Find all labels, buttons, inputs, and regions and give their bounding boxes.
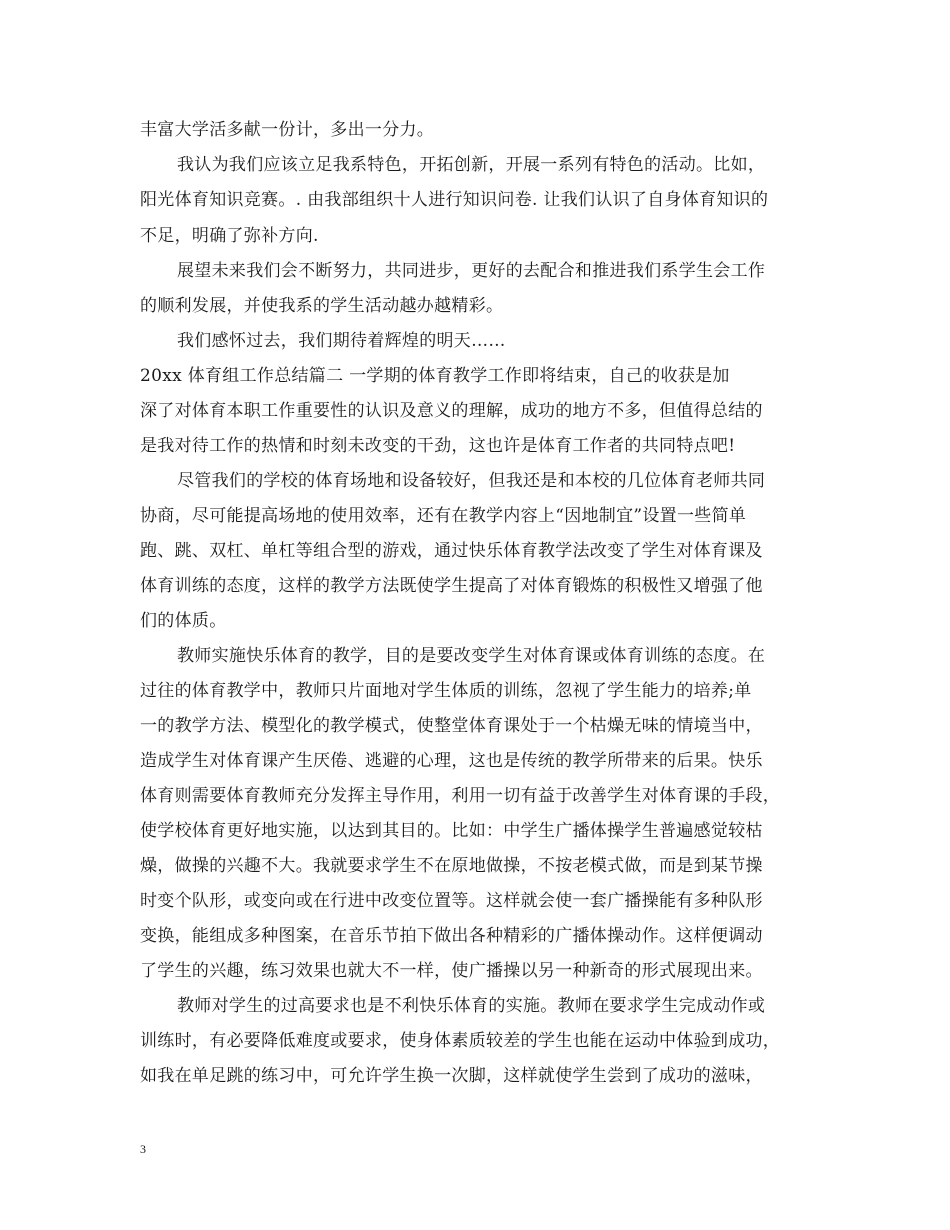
text-line: 变换，能组成多种图案，在音乐节拍下做出各种精彩的广播体操动作。这样便调动 — [140, 926, 763, 946]
text-line: 造成学生对体育课产生厌倦、逃避的心理，这也是传统的教学所带来的后果。快乐 — [140, 751, 763, 771]
text-line: 跑、跳、双杠、单杠等组合型的游戏，通过快乐体育教学法改变了学生对体育课及 — [140, 541, 763, 561]
text-line: 阳光体育知识竞赛。. 由我部组织十人进行知识问卷. 让我们认识了自身体育知识的 — [140, 190, 769, 210]
text-line: 协商，尽可能提高场地的使用效率，还有在教学内容上“因地制宜”设置一些简单 — [140, 506, 747, 526]
text-line: 展望未来我们会不断努力，共同进步，更好的去配合和推进我们系学生会工作 — [177, 261, 766, 281]
text-line: 教师对学生的过高要求也是不利快乐体育的实施。教师在要求学生完成动作或 — [177, 996, 766, 1016]
text-line: 尽管我们的学校的体育场地和设备较好，但我还是和本校的几位体育老师共同 — [177, 471, 766, 491]
text-line: 过往的体育教学中，教师只片面地对学生体质的训练，忽视了学生能力的培养;单 — [140, 681, 752, 701]
text-line: 体育训练的态度，这样的教学方法既使学生提高了对体育锻炼的积极性又增强了他 — [140, 576, 763, 596]
text-line: 不足，明确了弥补方向. — [140, 226, 319, 246]
page-number: 3 — [140, 1142, 146, 1156]
text-line: 教师实施快乐体育的教学，目的是要改变学生对体育课或体育训练的态度。在 — [177, 646, 766, 666]
text-line: 使学校体育更好地实施，以达到其目的。比如：中学生广播体操学生普遍感觉较枯 — [140, 821, 763, 841]
text-line: 们的体质。 — [140, 611, 227, 631]
text-line: 深了对体育本职工作重要性的认识及意义的理解，成功的地方不多，但值得总结的 — [140, 401, 763, 421]
text-line: 训练时，有必要降低难度或要求，使身体素质较差的学生也能在运动中体验到成功， — [140, 1031, 781, 1051]
text-line: 是我对待工作的热情和时刻未改变的干劲，这也许是体育工作者的共同特点吧! — [140, 436, 736, 456]
text-line: 一的教学方法、模型化的教学模式，使整堂体育课处于一个枯燥无味的情境当中， — [140, 716, 763, 736]
text-line: 丰富大学活多献一份计，多出一分力。 — [140, 120, 435, 140]
text-line: 我们感怀过去，我们期待着辉煌的明天…… — [177, 331, 506, 351]
text-line: 体育则需要体育教师充分发挥主导作用，利用一切有益于改善学生对体育课的手段， — [140, 786, 781, 806]
text-line: 了学生的兴趣，练习效果也就大不一样，使广播操以另一种新奇的形式展现出来。 — [140, 961, 763, 981]
text-line: 燥，做操的兴趣不大。我就要求学生不在原地做操，不按老模式做，而是到某节操 — [140, 856, 763, 876]
text-line: 我认为我们应该立足我系特色，开拓创新，开展一系列有特色的活动。比如， — [177, 155, 766, 175]
text-line: 如我在单足跳的练习中，可允许学生换一次脚，这样就使学生尝到了成功的滋味， — [140, 1066, 763, 1086]
section-heading-line: 20xx 体育组工作总结篇二 一学期的体育教学工作即将结束，自己的收获是加 — [140, 366, 730, 386]
text-line: 时变个队形，或变向或在行进中改变位置等。这样就会使一套广播操能有多种队形 — [140, 891, 763, 911]
text-line: 的顺利发展，并使我系的学生活动越办越精彩。 — [140, 296, 504, 316]
